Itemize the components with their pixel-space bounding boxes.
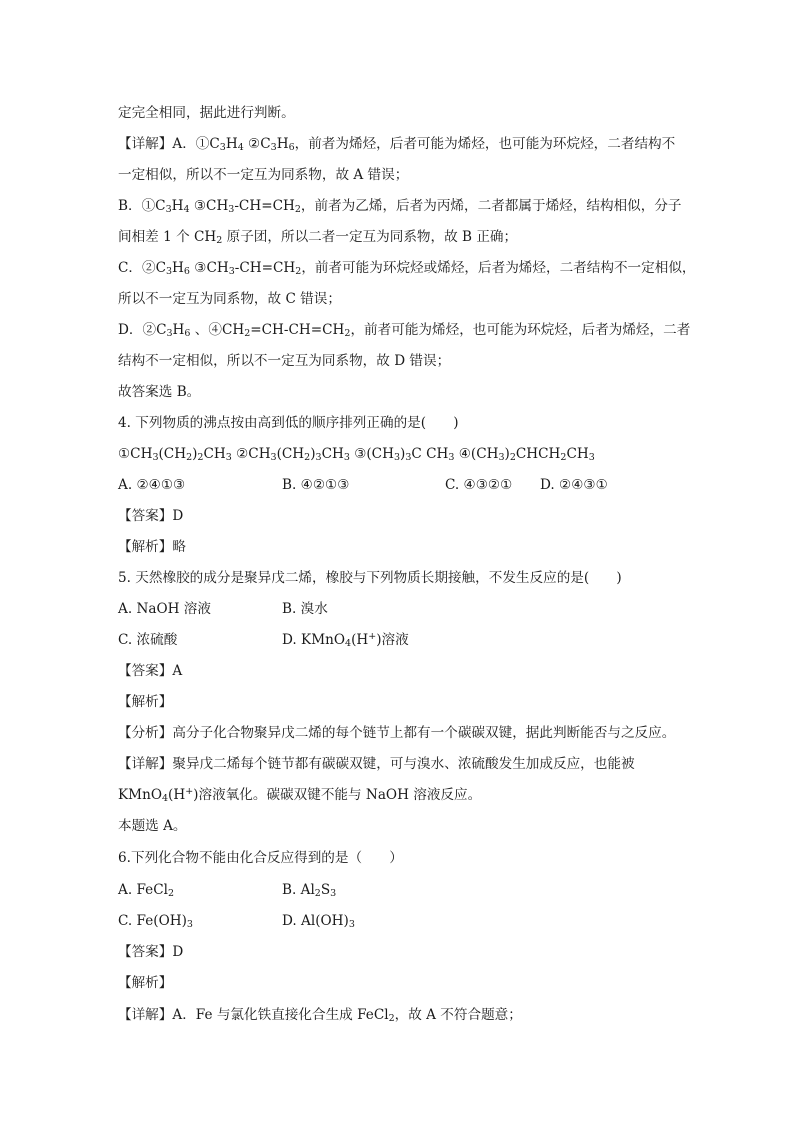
option-d: D. KMnO$_4$(H+)溶液 [282, 631, 409, 649]
option-d: D. $Al(OH)_3$ [282, 913, 355, 930]
text-line: 【分析】高分子化合物聚异戊二烯的每个链节上都有一个碳碳双键，据此判断能否与之反应。 [118, 725, 676, 741]
text-line: C．$②C_3H_6$ $③CH_3-CH=CH_2$，前者可能为环烷烃或烯烃，后者为烯烃，二者结构不一定相似， [118, 260, 696, 277]
text-line: 一定相似，所以不一定互为同系物，故 A 错误； [118, 167, 409, 183]
text-line: 间相差 1 个 $CH_2$ 原子团，所以二者一定互为同系物，故 B 正确； [118, 229, 518, 246]
question-5-stem: 5. 天然橡胶的成分是聚异戊二烯，橡胶与下列物质长期接触，不发生反应的是( ) [118, 570, 622, 586]
text-line: 本题选 A。 [118, 818, 187, 834]
option-c: C. 浓硫酸 [118, 632, 178, 648]
analysis-label: 【解析】 [118, 694, 173, 710]
answer-label: 【答案】A [118, 663, 183, 679]
option-c: C. $Fe(OH)_3$ [118, 913, 193, 930]
option-a: A. ②④①③ [118, 477, 186, 493]
option-b: B. ④②①③ [282, 477, 350, 493]
option-c: C. ④③②① [445, 477, 513, 493]
text-line: D．$②C_3H_6$ 、$④CH_2=CH-CH=CH_2$，前者可能为烯烃，也可能为环烷烃，后者为烯烃，二者 [118, 322, 691, 339]
option-b: B. 溴水 [282, 601, 328, 617]
option-a: A. FeCl$_2$ [118, 882, 174, 899]
answer-label: 【答案】D [118, 508, 184, 524]
text-line: 结构不一定相似，所以不一定互为同系物，故 D 错误； [118, 353, 451, 369]
text-line: KMnO$_4$(H+)溶液氧化。碳碳双键不能与 NaOH 溶液反应。 [118, 786, 482, 804]
text-line: 【详解】聚异戊二烯每个链节都有碳碳双键，可与溴水、浓硫酸发生加成反应，也能被 [118, 756, 635, 772]
text-line: 定完全相同，据此进行判断。 [118, 105, 295, 121]
option-b: B. $Al_2S_3$ [282, 882, 337, 899]
question-6-stem: 6.下列化合物不能由化合反应得到的是（ ） [118, 850, 403, 866]
answer-label: 【答案】D [118, 944, 184, 960]
text-line: 【详解】A．Fe 与氯化铁直接化合生成 FeCl$_2$，故 A 不符合题意； [118, 1007, 522, 1024]
analysis-label: 【解析】略 [118, 539, 186, 555]
text-line: 【详解】A．$①C_3H_4$ $②C_3H_6$，前者为烯烃，后者可能为烯烃，也可能为环烷烃，二者结构不 [118, 136, 676, 153]
question-4-compounds: $①CH_3(CH_2)_2CH_3$ $②CH_3(CH_2)_3CH_3$ $③(CH_3)_3C$ $CH_3$ $④(CH_3)_2CHCH_2CH_3$ [118, 446, 595, 463]
question-4-stem: 4. 下列物质的沸点按由高到低的顺序排列正确的是( ) [118, 415, 459, 431]
analysis-label: 【解析】 [118, 975, 173, 991]
text-line: B．$①C_3H_4$ $③CH_3-CH=CH_2$，前者为乙烯，后者为丙烯，二者都属于烯烃，结构相似，分子 [118, 198, 682, 215]
option-a: A. NaOH 溶液 [118, 601, 211, 617]
text-line: 故答案选 B。 [118, 384, 201, 400]
option-d: D. ②④③① [540, 477, 608, 493]
text-line: 所以不一定互为同系物，故 C 错误； [118, 291, 341, 307]
